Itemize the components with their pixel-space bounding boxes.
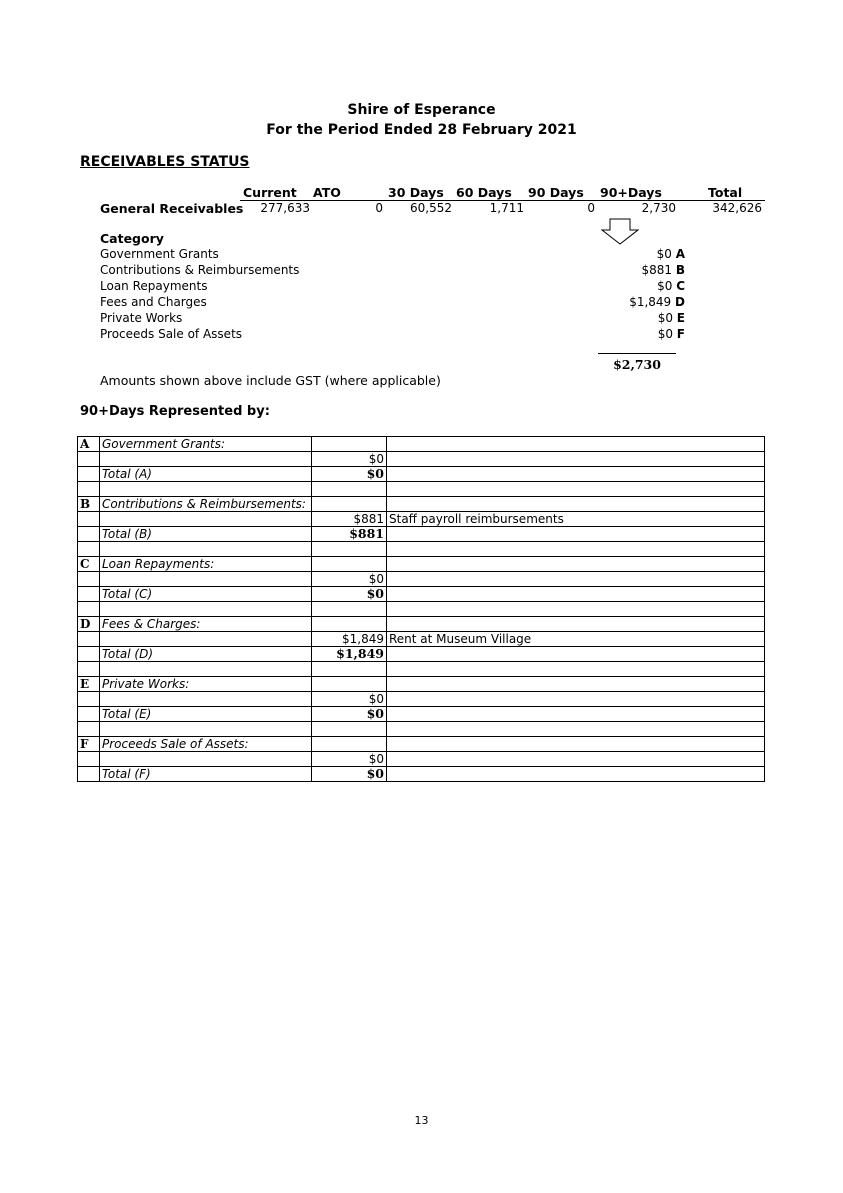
table-row — [78, 617, 765, 632]
group-amount: $0 — [312, 692, 387, 707]
group-code: D — [78, 617, 100, 632]
table-row — [78, 437, 765, 452]
col-total: Total — [708, 185, 743, 200]
col-ato: ATO — [313, 185, 341, 200]
group-total-label: Total (E) — [100, 707, 312, 722]
gst-note: Amounts shown above include GST (where applicable) — [100, 373, 441, 388]
category-label: Proceeds Sale of Assets — [100, 327, 243, 341]
group-desc — [387, 692, 765, 707]
group-title: Proceeds Sale of Assets: — [100, 737, 312, 752]
val-ato: 0 — [375, 201, 383, 215]
group-total: $0 — [312, 587, 387, 602]
table-row — [78, 737, 765, 752]
group-total: $0 — [312, 467, 387, 482]
table-row — [78, 452, 765, 467]
category-heading: Category — [100, 231, 164, 246]
group-amount: $0 — [312, 572, 387, 587]
group-total-label: Total (C) — [100, 587, 312, 602]
table-row — [78, 677, 765, 692]
group-code: B — [78, 497, 100, 512]
table-row-spacer — [78, 722, 765, 737]
table-row-spacer — [78, 482, 765, 497]
col-90plus-days: 90+Days — [600, 185, 662, 200]
document-title: Shire of Esperance — [347, 102, 496, 118]
table-row — [78, 632, 765, 647]
group-title: Loan Repayments: — [100, 557, 312, 572]
col-90-days: 90 Days — [528, 185, 584, 200]
group-amount: $881 — [312, 512, 387, 527]
col-60-days: 60 Days — [456, 185, 512, 200]
col-current: Current — [243, 185, 297, 200]
group-desc: Rent at Museum Village — [387, 632, 765, 647]
group-desc — [387, 452, 765, 467]
total-rule — [598, 353, 676, 354]
category-value: $0 C — [657, 279, 685, 293]
table-row — [78, 512, 765, 527]
val-total: 342,626 — [712, 201, 762, 215]
table-row — [78, 527, 765, 542]
group-desc — [387, 752, 765, 767]
table-row-spacer — [78, 602, 765, 617]
val-60-days: 1,711 — [489, 201, 524, 215]
group-total-label: Total (A) — [100, 467, 312, 482]
group-title: Contributions & Reimbursements: — [100, 497, 312, 512]
table-row — [78, 587, 765, 602]
section-title: RECEIVABLES STATUS — [80, 154, 250, 170]
down-arrow-icon — [600, 218, 640, 246]
group-total: $881 — [312, 527, 387, 542]
table-row — [78, 647, 765, 662]
col-30-days: 30 Days — [388, 185, 444, 200]
table-row-spacer — [78, 662, 765, 677]
category-total: $2,730 — [613, 357, 661, 372]
category-value: $1,849 D — [629, 295, 685, 309]
group-amount: $1,849 — [312, 632, 387, 647]
group-desc: Staff payroll reimbursements — [387, 512, 765, 527]
group-desc — [387, 572, 765, 587]
group-total-label: Total (B) — [100, 527, 312, 542]
table-row-spacer — [78, 542, 765, 557]
table-row — [78, 707, 765, 722]
row-label: General Receivables — [100, 201, 244, 216]
category-value: $0 E — [657, 311, 685, 325]
table-row — [78, 752, 765, 767]
category-value: $881 B — [641, 263, 685, 277]
table-row — [78, 467, 765, 482]
category-label: Government Grants — [100, 247, 219, 261]
group-code: A — [78, 437, 100, 452]
group-code: F — [78, 737, 100, 752]
group-total: $0 — [312, 707, 387, 722]
represented-title: 90+Days Represented by: — [80, 404, 270, 419]
page-number: 13 — [414, 1114, 429, 1127]
category-value: $0 F — [657, 327, 685, 341]
table-row — [78, 572, 765, 587]
val-90plus-days: 2,730 — [641, 201, 676, 215]
category-label: Fees and Charges — [100, 295, 207, 309]
group-code: E — [78, 677, 100, 692]
table-row — [78, 497, 765, 512]
category-label: Private Works — [100, 311, 183, 325]
category-value: $0 A — [656, 247, 685, 261]
group-total-label: Total (F) — [100, 767, 312, 782]
val-90-days: 0 — [587, 201, 595, 215]
table-row — [78, 557, 765, 572]
group-total-label: Total (D) — [100, 647, 312, 662]
group-total: $1,849 — [312, 647, 387, 662]
val-30-days: 60,552 — [410, 201, 452, 215]
detail-table — [77, 436, 765, 782]
group-title: Private Works: — [100, 677, 312, 692]
table-row — [78, 692, 765, 707]
group-amount: $0 — [312, 752, 387, 767]
document-period: For the Period Ended 28 February 2021 — [266, 122, 577, 138]
group-amount: $0 — [312, 452, 387, 467]
group-title: Fees & Charges: — [100, 617, 312, 632]
table-row — [78, 767, 765, 782]
category-label: Contributions & Reimbursements — [100, 263, 300, 277]
category-label: Loan Repayments — [100, 279, 208, 293]
val-current: 277,633 — [260, 201, 310, 215]
group-title: Government Grants: — [100, 437, 312, 452]
group-code: C — [78, 557, 100, 572]
group-total: $0 — [312, 767, 387, 782]
